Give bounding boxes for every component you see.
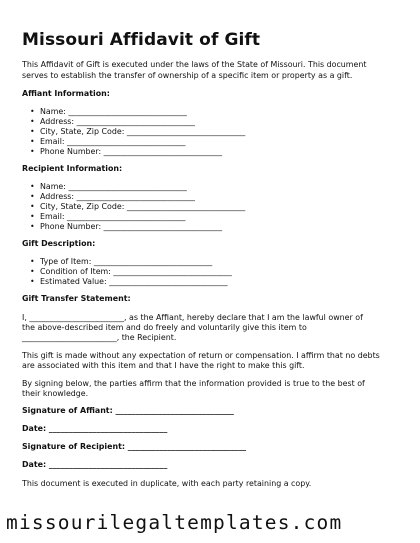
gift-type-item: • Type of Item: ______________________________ bbox=[30, 257, 213, 266]
recipient-phone-label: Phone Number: ______________________________ bbox=[40, 222, 223, 231]
intro-line-2: serves to establish the transfer of ownership of a specific item or property as a gift. bbox=[22, 71, 353, 80]
affiant-address-item: • Address: ______________________________ bbox=[30, 117, 195, 126]
recipient-city-item: • City, State, Zip Code: ______________________________ bbox=[30, 202, 246, 211]
recipient-name-item: • Name: ______________________________ bbox=[30, 182, 187, 191]
gift-value-label: Estimated Value: ______________________________ bbox=[40, 277, 228, 286]
recipient-email-label: Email: ______________________________ bbox=[40, 212, 186, 221]
affiant-city-item: • City, State, Zip Code: ______________________________ bbox=[30, 127, 246, 136]
affiant-date-line: Date: ______________________________ bbox=[22, 424, 168, 433]
transfer-para1-line3: ________________________, the Recipient. bbox=[22, 333, 177, 342]
recipient-heading: Recipient Information: bbox=[22, 164, 123, 173]
recipient-date-line: Date: ______________________________ bbox=[22, 460, 168, 469]
affiant-phone-label: Phone Number: ______________________________ bbox=[40, 147, 223, 156]
affiant-email-item: • Email: ______________________________ bbox=[30, 137, 186, 146]
affiant-city-label: City, State, Zip Code: ______________________________ bbox=[40, 127, 246, 136]
recipient-address-label: Address: ______________________________ bbox=[40, 192, 195, 201]
transfer-para3-line1: By signing below, the parties affirm that the information provided is true to the best of bbox=[22, 379, 365, 388]
recipient-phone-item: • Phone Number: ______________________________ bbox=[30, 222, 223, 231]
transfer-para2-line2: are associated with this item and that I have the right to make this gift. bbox=[22, 361, 305, 370]
gift-condition-label: Condition of Item: ______________________________ bbox=[40, 267, 232, 276]
recipient-email-item: • Email: ______________________________ bbox=[30, 212, 186, 221]
transfer-para2-line1: This gift is made without any expectation of return or compensation. I affirm that no debts bbox=[22, 351, 380, 360]
affiant-address-label: Address: ______________________________ bbox=[40, 117, 195, 126]
affiant-phone-item: • Phone Number: ______________________________ bbox=[30, 147, 223, 156]
gift-type-label: Type of Item: ______________________________ bbox=[40, 257, 213, 266]
affiant-heading: Affiant Information: bbox=[22, 89, 110, 98]
affiant-name-label: Name: ______________________________ bbox=[40, 107, 187, 116]
recipient-signature-line: Signature of Recipient: ______________________________ bbox=[22, 442, 247, 451]
document-title: Missouri Affidavit of Gift bbox=[22, 30, 261, 50]
affiant-name-item: • Name: ______________________________ bbox=[30, 107, 187, 116]
gift-condition-item: • Condition of Item: ______________________________ bbox=[30, 267, 232, 276]
affiant-signature-line: Signature of Affiant: ______________________________ bbox=[22, 406, 234, 415]
gift-heading: Gift Description: bbox=[22, 239, 96, 248]
affiant-email-label: Email: ______________________________ bbox=[40, 137, 186, 146]
transfer-para1-line1: I, ________________________, as the Affiant, hereby declare that I am the lawful owner of bbox=[22, 313, 363, 322]
website-watermark: missourilegaltemplates.com bbox=[6, 511, 343, 534]
gift-value-item: • Estimated Value: ______________________________ bbox=[30, 277, 228, 286]
transfer-para3-line2: their knowledge. bbox=[22, 389, 89, 398]
transfer-heading: Gift Transfer Statement: bbox=[22, 294, 131, 303]
recipient-address-item: • Address: ______________________________ bbox=[30, 192, 195, 201]
intro-line-1: This Affidavit of Gift is executed under the laws of the State of Missouri. This document bbox=[22, 60, 367, 69]
closing-statement: This document is executed in duplicate, with each party retaining a copy. bbox=[22, 479, 312, 488]
recipient-name-label: Name: ______________________________ bbox=[40, 182, 187, 191]
transfer-para1-line2: the above-described item and do freely and voluntarily give this item to bbox=[22, 323, 307, 332]
recipient-city-label: City, State, Zip Code: ______________________________ bbox=[40, 202, 246, 211]
